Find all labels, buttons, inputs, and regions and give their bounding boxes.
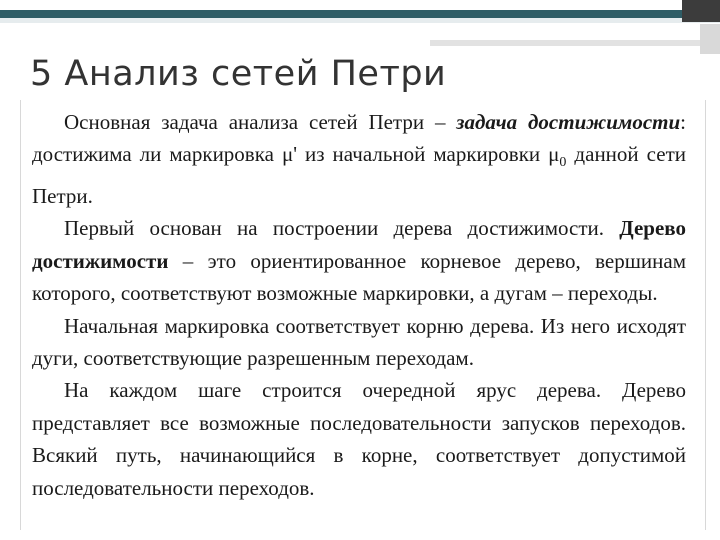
header-accent-bar bbox=[0, 10, 698, 18]
paragraph-2 bbox=[32, 212, 686, 309]
header-light-bar bbox=[0, 18, 720, 23]
term-reachability-tree: Дерево достижимости bbox=[32, 216, 686, 273]
left-border-line bbox=[20, 100, 21, 530]
header-corner-block bbox=[682, 0, 720, 22]
paragraph-1 bbox=[32, 106, 686, 212]
paragraph-4: На каждом шаге строится очередной ярус дерева. Дерево представляет все возможные последовательности запусков переходов. Всякий путь, начинающийся в корне, соответствует допустимой последовательности переходов. bbox=[32, 378, 686, 500]
paragraph-1-text-c: данной сети Петри. bbox=[32, 142, 686, 208]
slide-body bbox=[32, 106, 686, 504]
header-corner-strip bbox=[700, 24, 720, 54]
paragraph-2-text-b: – это ориентированное корневое дерево, вершинам которого, соответствуют возможные маркировки, а дугам – переходы. bbox=[32, 248, 686, 306]
paragraph-3: Начальная маркировка соответствует корню дерева. Из него исходят дуги, соответствующие разрешенным переходам. bbox=[32, 313, 686, 371]
paragraph-1-text-b: : достижима ли маркировка μ' из начальной маркировки μ bbox=[32, 110, 686, 167]
paragraph-2-text-a: Первый основан на построении дерева достижимости. bbox=[64, 216, 620, 241]
term-reachability-problem: задача достижимости bbox=[456, 110, 681, 134]
slide-title: 5 Анализ сетей Петри bbox=[30, 54, 447, 94]
header-strip bbox=[430, 40, 720, 46]
right-border-line bbox=[705, 100, 706, 530]
subscript-zero: 0 bbox=[559, 155, 567, 171]
paragraph-1-text-a: Основная задача анализа сетей Петри – bbox=[64, 110, 457, 134]
